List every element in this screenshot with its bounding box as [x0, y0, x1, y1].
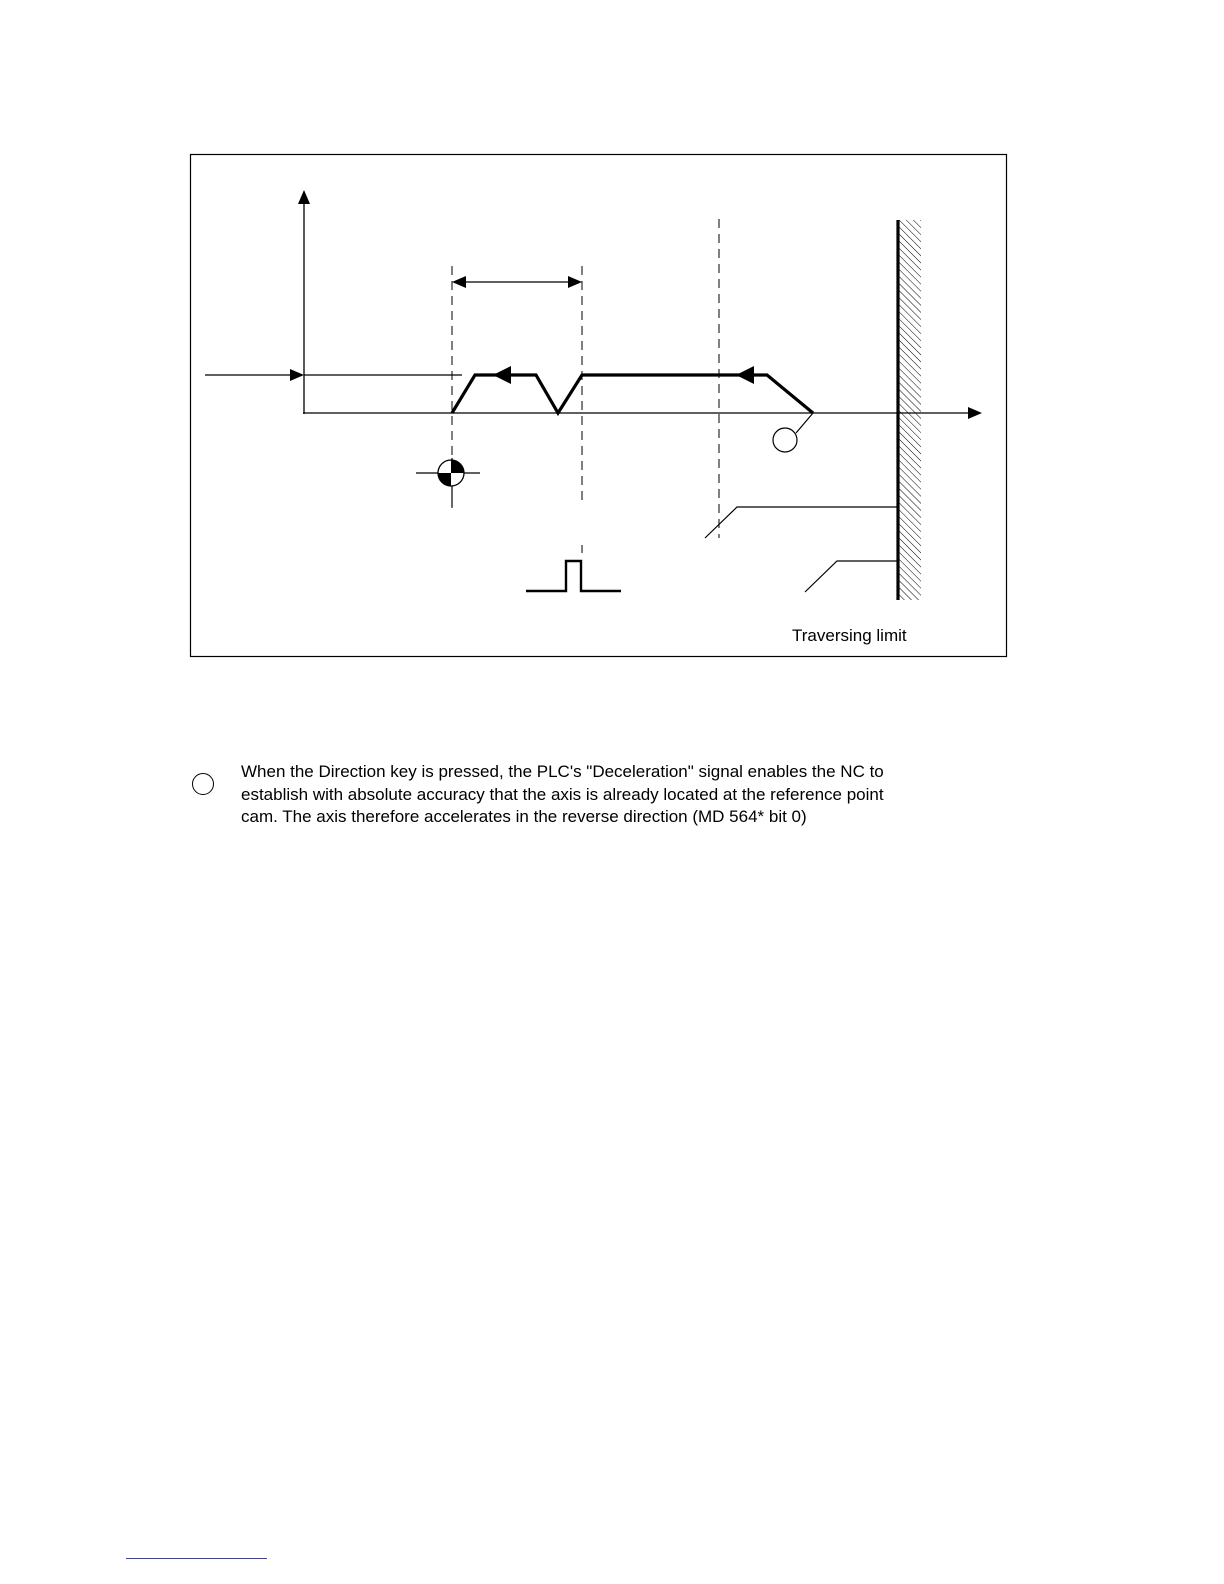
- velocity-input-arrowhead: [290, 369, 304, 381]
- cam-label-leader: [705, 507, 897, 538]
- note-callout-circle: [192, 773, 214, 795]
- profile-direction-arrowhead-2: [736, 366, 754, 384]
- footer-rule: [126, 1558, 267, 1559]
- callout-leader: [796, 413, 813, 433]
- note-line: establish with absolute accuracy that the axis is already located at the reference point: [241, 784, 884, 804]
- shift-distance-left-arrowhead: [452, 276, 466, 288]
- limit-label-leader: [805, 561, 897, 592]
- figure-frame: [191, 155, 1007, 657]
- profile-direction-arrowhead-1: [493, 366, 511, 384]
- reference-point-symbol: [416, 458, 480, 507]
- callout-circle: [773, 428, 797, 452]
- reference-point-approach-diagram: [0, 0, 1224, 700]
- zero-mark-pulse: [526, 561, 621, 591]
- position-axis-arrowhead: [968, 407, 982, 419]
- note-line: When the Direction key is pressed, the PLC's "Deceleration" signal enables the NC to: [241, 762, 884, 781]
- velocity-axis-arrowhead: [298, 190, 310, 204]
- traversing-limit-label: Traversing limit: [792, 626, 907, 645]
- note-paragraph: [241, 761, 1011, 829]
- note-line: cam. The axis therefore accelerates in the reverse direction (MD 564* bit 0): [241, 807, 807, 826]
- traversing-limit-hatch: [899, 220, 921, 600]
- shift-distance-right-arrowhead: [568, 276, 582, 288]
